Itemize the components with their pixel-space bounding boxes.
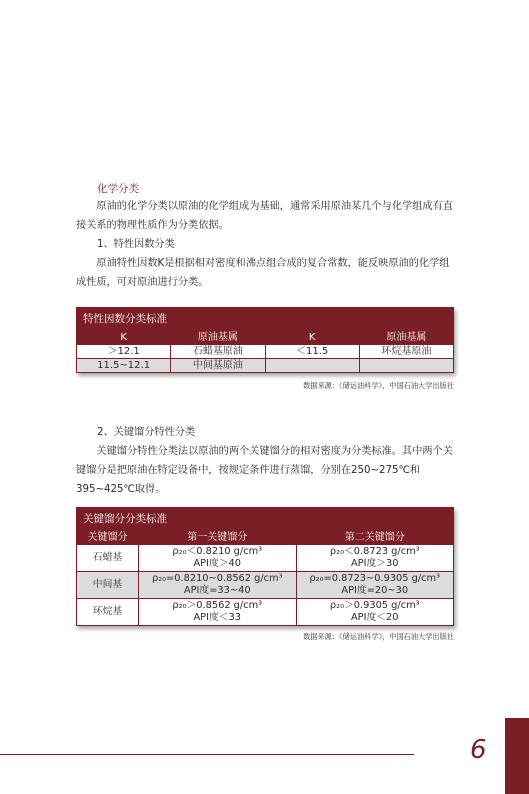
- table-key-fraction: [76, 507, 454, 626]
- table-cell: [139, 572, 297, 599]
- header-cell: K: [265, 332, 359, 345]
- table-cell: [139, 599, 297, 626]
- table-row: [77, 345, 454, 359]
- paragraph-chemical-classification: 原油的化学分类以原油的化学组成为基础，通常采用原油某几个与化学组成有直接关系的物理性质作为分类依据。: [76, 201, 453, 231]
- subheading-characteristic-factor: 1、特性因数分类: [97, 239, 175, 250]
- api-value: API度=33~40: [183, 585, 251, 596]
- page-number: 6: [470, 735, 487, 765]
- table-title: 关键馏分分类标准: [83, 513, 167, 525]
- table-cell-name: 石蜡基: [77, 545, 139, 572]
- heading-chemical-classification: 化学分类: [97, 183, 139, 195]
- table-cell: [265, 359, 359, 373]
- paragraph-characteristic-factor: 原油特性因数K是根据相对密度和沸点组合成的复合常数，能反映原油的化学组成性质，可对原油进行分类。: [76, 258, 450, 288]
- density-value: ρ₂₀＞0.9305 g/cm³: [329, 600, 420, 611]
- table-cell: 中间基原油: [171, 359, 265, 373]
- table-header-row: [77, 332, 454, 345]
- table-title: 特性因数分类标准: [83, 313, 167, 325]
- table-cell: ＞12.1: [77, 345, 171, 359]
- api-value: API度＞40: [193, 558, 242, 569]
- table-row: [77, 359, 454, 373]
- table-cell: ＜11.5: [265, 345, 359, 359]
- header-cell: 原油基属: [359, 332, 453, 345]
- table-characteristic-factor: [76, 307, 454, 373]
- source-note: 数据来源：《储运油科学》，中国石油大学出版社: [303, 381, 454, 390]
- api-value: API度＜20: [350, 612, 399, 623]
- table-cell-name: 环烷基: [77, 599, 139, 626]
- table-cell: [296, 572, 454, 599]
- table-cell-name: 中间基: [77, 572, 139, 599]
- header-cell: 第二关键馏分: [296, 532, 454, 545]
- header-cell: 关键馏分: [77, 532, 139, 545]
- api-value: API度＞30: [350, 558, 399, 569]
- header-cell: 原油基属: [171, 332, 265, 345]
- source-note: 数据来源：《储运油科学》，中国石油大学出版社: [303, 632, 454, 641]
- footer-tab: [505, 718, 529, 794]
- header-cell: K: [77, 332, 171, 345]
- table-cell: [139, 545, 297, 572]
- table-row: [77, 572, 454, 599]
- table-row: [77, 599, 454, 626]
- table-row: [77, 545, 454, 572]
- api-value: API度＜33: [193, 612, 242, 623]
- table-cell: [296, 545, 454, 572]
- header-cell: 第一关键馏分: [139, 532, 297, 545]
- table-cell: [296, 599, 454, 626]
- table-cell: 11.5~12.1: [77, 359, 171, 373]
- subheading-key-fraction: 2、关键馏分特性分类: [97, 427, 196, 438]
- footer-divider: [0, 754, 414, 755]
- paragraph-key-fraction: 关键馏分特性分类法以原油的两个关键馏分的相对密度为分类标准。其中两个关键馏分是把原油在特定设备中，按规定条件进行蒸馏，分别在250~275℃和395~425℃取得。: [76, 446, 453, 495]
- density-value: ρ₂₀=0.8210~0.8562 g/cm³: [151, 573, 283, 584]
- density-value: ρ₂₀＜0.8723 g/cm³: [329, 546, 420, 557]
- density-value: ρ₂₀＜0.8210 g/cm³: [172, 546, 263, 557]
- table-cell: 石蜡基原油: [171, 345, 265, 359]
- density-value: ρ₂₀＞0.8562 g/cm³: [172, 600, 263, 611]
- density-value: ρ₂₀=0.8723~0.9305 g/cm³: [309, 573, 441, 584]
- table-grid: [76, 331, 454, 373]
- table-header-row: [77, 532, 454, 545]
- api-value: API度=20~30: [341, 585, 409, 596]
- table-cell: [359, 359, 453, 373]
- table-grid: [76, 531, 454, 626]
- table-cell: 环烷基原油: [359, 345, 453, 359]
